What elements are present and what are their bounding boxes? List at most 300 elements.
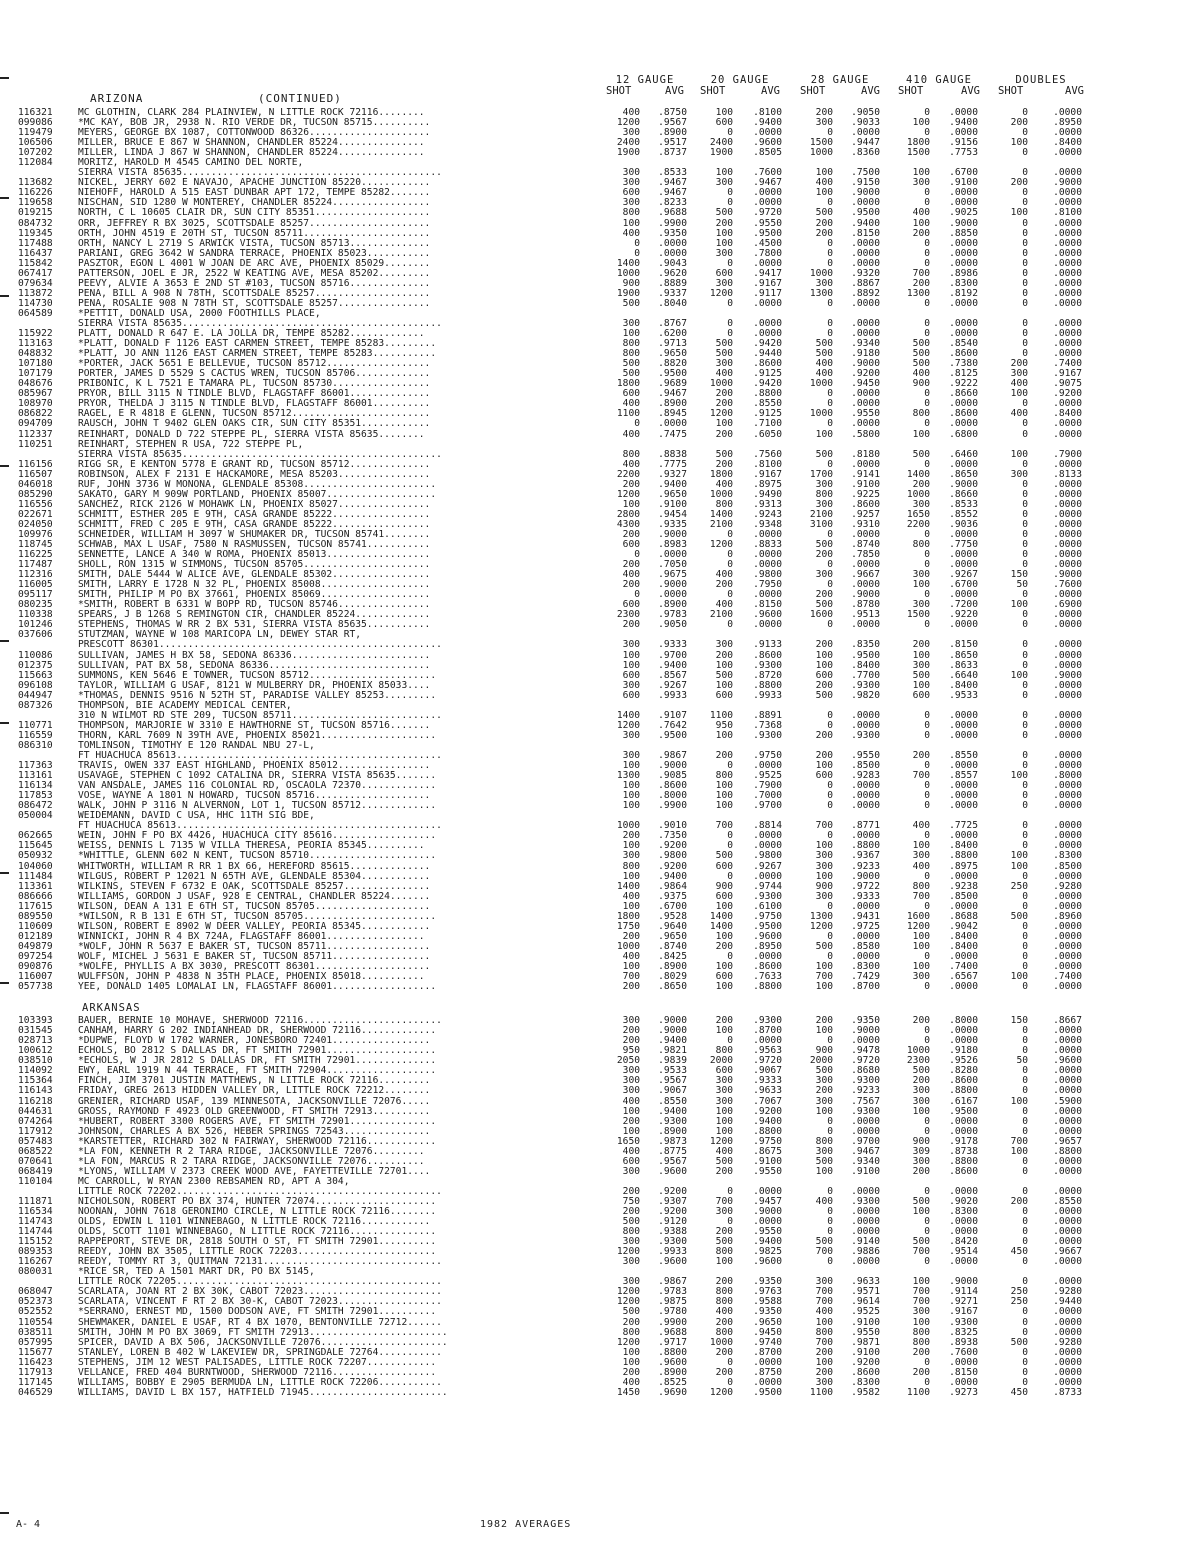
avg-doubles: .9440 [1053,1296,1082,1308]
shot-12: 900 [622,277,640,289]
member-id: 116556 [18,498,53,510]
shot-410: 100 [912,579,930,591]
avg-28: .9582 [851,1386,880,1398]
shot-20: 1000 [709,488,733,500]
avg-20: .7800 [753,247,782,259]
avg-28: .9550 [851,408,880,420]
shot-12: 600 [622,388,640,400]
shot-28: 1300 [809,910,833,922]
avg-28: .9300 [851,1105,880,1117]
member-name-address: ORTH, JOHN 4519 E 20TH ST, TUCSON 85711...................... [78,228,431,239]
shot-28: 1000 [809,147,833,159]
member-name-address: ECHOLS, BO 2812 S DALLAS DR, FT SMITH 72901................... [78,1046,437,1057]
avg-12: .0000 [658,418,687,430]
member-id: 090876 [18,960,53,972]
avg-12: .9200 [658,860,687,872]
avg-410: .0000 [949,1256,978,1268]
table-row [18,942,1188,952]
member-name-address: *ECHOLS, W J JR 2812 S DALLAS DR, FT SMITH 72901.............. [78,1056,437,1067]
avg-410: .0000 [949,1216,978,1228]
avg-28: .0000 [851,127,880,139]
avg-410: .9114 [949,1286,978,1298]
table-row [18,791,1188,801]
table-row [18,1026,1188,1036]
member-name-address: WEISS, DENNIS L 7135 W VILLA THERESA, PEORIA 85345.......... [78,841,425,852]
table-row [18,178,1188,188]
shot-12: 4300 [616,518,640,530]
shot-20: 800 [715,1045,733,1057]
member-name-address: THORN, KARL 7609 N 39TH AVE, PHOENIX 85021.................... [78,730,437,741]
shot-doubles: 0 [1022,127,1028,139]
shot-28: 300 [815,569,833,581]
member-name-address: *WHITTLE, GLENN 602 N KENT, TUCSON 85710...................... [78,851,437,862]
member-id: 110104 [18,1175,53,1187]
avg-12: .9675 [658,569,687,581]
shot-20: 100 [715,679,733,691]
member-name-address: PRYOR, THELDA J 3115 N TINDLE BLVD, FLAGSTAFF 86001.......... [78,399,431,410]
shot-20: 900 [715,880,733,892]
shot-12: 600 [622,1155,640,1167]
avg-410: .8938 [949,1336,978,1348]
avg-doubles: .0000 [1053,287,1082,299]
avg-doubles: .9167 [1053,368,1082,380]
shot-28: 1300 [809,287,833,299]
shot-doubles: 250 [1010,1296,1028,1308]
shot-28: 100 [815,649,833,661]
member-name-address: *LA FON, MARCUS R 2 TARA RIDGE, JACKSONVILLE 72076.......... [78,1156,425,1167]
shot-20: 400 [715,569,733,581]
avg-28: .5800 [851,428,880,440]
avg-20: .9750 [753,750,782,761]
avg-doubles: .0000 [1053,750,1082,761]
avg-410: .6640 [949,669,978,681]
member-name-address: 310 N WILMOT RD STE 209, TUCSON 85711.......................... [78,710,442,721]
shot-28: 0 [827,800,833,812]
avg-410: .9180 [949,1045,978,1057]
avg-20: .7368 [753,719,782,731]
member-name-address: SAKATO, GARY M 909W PORTLAND, PHOENIX 85007................... [78,489,437,500]
shot-doubles: 100 [1010,1145,1028,1157]
shot-12: 300 [622,1256,640,1268]
member-name-address: SCHMITT, FRED C 205 E 9TH, CASA GRANDE 85222................. [78,519,431,530]
avg-20: .0000 [753,1035,782,1047]
shot-410: 700 [912,267,930,279]
avg-20: .0000 [753,1356,782,1368]
shot-28: 0 [827,247,833,259]
avg-doubles: .0000 [1053,1075,1082,1087]
avg-28: .7700 [851,669,880,681]
avg-28: .9100 [851,1165,880,1177]
table-row [18,600,1188,610]
avg-20: .6100 [753,900,782,912]
avg-28: .9233 [851,1085,880,1097]
table-row [18,640,1188,650]
avg-20: .9350 [753,1306,782,1318]
shot-410: 100 [912,649,930,661]
table-row [18,289,1188,299]
shot-doubles: 0 [1022,508,1028,520]
shot-doubles: 0 [1022,227,1028,239]
avg-410: .8600 [949,1165,978,1177]
avg-12: .9350 [658,227,687,239]
table-row [18,701,1188,711]
shot-28: 1700 [809,468,833,480]
avg-410: .0000 [949,297,978,309]
avg-28: .8780 [851,599,880,611]
avg-20: .9067 [753,1065,782,1077]
avg-12: .9335 [658,518,687,530]
margin-mark [0,722,9,724]
member-name-address: TOMLINSON, TIMOTHY E 120 RANDAL NBU 27-L, [78,740,315,751]
avg-12: .8900 [658,1366,687,1378]
shot-20: 600 [715,971,733,983]
shot-410: 1300 [906,287,930,299]
shot-28: 0 [827,559,833,571]
avg-20: .7067 [753,1095,782,1107]
avg-doubles: .0000 [1053,1346,1082,1358]
avg-28: .7567 [851,1095,880,1107]
member-name-address: SCHNEIDER, WILLIAM H 3097 W SHUMAKER DR, TUCSON 85741........ [78,529,431,540]
avg-12: .9900 [658,217,687,229]
shot-28: 0 [827,790,833,802]
shot-28: 300 [815,860,833,872]
member-name-address: NORTH, C L 10605 CLAIR DR, SUN CITY 85351.................... [78,208,431,219]
avg-410: .7600 [949,1346,978,1358]
table-row [18,1318,1188,1328]
avg-28: .8180 [851,448,880,460]
avg-410: .0000 [949,619,978,631]
avg-12: .9307 [658,1195,687,1207]
shot-doubles: 0 [1022,1256,1028,1268]
member-name-address: REINHART, STEPHEN R USA, 722 STEPPE PL, [78,439,304,450]
shot-doubles: 0 [1022,1065,1028,1077]
avg-20: .0000 [753,619,782,631]
member-name-address: FRIDAY, GREG 2613 HIDDEN VALLEY DR, LITTLE ROCK 72212........ [78,1086,431,1097]
shot-410: 300 [912,971,930,983]
avg-12: .8040 [658,297,687,309]
member-name-address: SHEWMAKER, DANIEL E USAF, RT 4 BX 1070, BENTONVILLE 72712...... [78,1317,442,1328]
shot-12: 600 [622,599,640,611]
avg-doubles: .0000 [1053,277,1082,289]
avg-12: .9821 [658,1045,687,1057]
table-row [18,1046,1188,1056]
member-id: 110609 [18,920,53,932]
avg-410: .0000 [949,1376,978,1388]
avg-doubles: .0000 [1053,760,1082,772]
member-id: 114092 [18,1065,53,1077]
avg-12: .8533 [658,167,687,179]
member-name-address: REEDY, TOMMY RT 3, QUITMAN 72131............................... [78,1257,442,1268]
shot-410: 1000 [906,488,930,500]
shot-doubles: 0 [1022,1105,1028,1117]
member-id: 116267 [18,1256,53,1268]
avg-12: .9000 [658,760,687,772]
avg-28: .9467 [851,1145,880,1157]
avg-doubles: .0000 [1053,518,1082,530]
shot-20: 100 [715,780,733,792]
member-name-address: *PORTER, JACK 5651 E BELLEVUE, TUCSON 85712.................. [78,359,431,370]
shooter-listing [18,108,1188,1398]
avg-20: .8100 [753,107,782,118]
avg-12: .8525 [658,1376,687,1388]
member-name-address: GRENIER, RICHARD USAF, 139 MINNESOTA, JACKSONVILLE 72076..... [78,1096,431,1107]
member-name-address: PATTERSON, JOEL E JR, 2522 W KEATING AVE, MESA 85202......... [78,268,431,279]
member-name-address: NIEHOFF, HAROLD A 515 EAST DUNBAR APT 172, TEMPE 85282....... [78,188,431,199]
margin-mark [0,295,9,297]
avg-410: .0000 [949,328,978,340]
shot-12: 1450 [616,1386,640,1398]
avg-28: .9257 [851,508,880,520]
avg-12: .9700 [658,649,687,661]
shot-410: 0 [924,328,930,340]
table-row [18,500,1188,510]
avg-28: .0000 [851,709,880,721]
shot-doubles: 0 [1022,338,1028,350]
shot-20: 1200 [709,408,733,420]
shot-28: 200 [815,679,833,691]
shot-12: 200 [622,830,640,842]
avg-doubles: .0000 [1053,1256,1082,1268]
member-id: 084732 [18,217,53,229]
table-row [18,831,1188,841]
shot-20: 0 [727,528,733,540]
avg-410: .6700 [949,167,978,179]
avg-doubles: .8100 [1053,207,1082,219]
shot-12: 1400 [616,709,640,721]
avg-12: .9300 [658,1236,687,1248]
member-name-address: SMITH, LARRY E 1728 N 32 PL, PHOENIX 85008................... [78,580,431,591]
shot-28: 300 [815,1145,833,1157]
margin-mark [0,465,9,467]
member-name-address: *PETTIT, DONALD USA, 2000 FOOTHILLS PLACE, [78,308,321,319]
member-id: 116559 [18,729,53,741]
shot-410: 1100 [906,1386,930,1398]
table-row [18,1307,1188,1317]
member-name-address: FINCH, JIM 3701 JUSTIN MATTHEWS, N LITTLE ROCK 72116......... [78,1076,431,1087]
avg-410: .8325 [949,1326,978,1338]
shot-20: 1900 [709,147,733,159]
avg-12: .9567 [658,1075,687,1087]
shot-28: 200 [815,1346,833,1358]
avg-doubles: .0000 [1053,247,1082,259]
shot-410: 300 [912,850,930,862]
avg-20: .0000 [753,187,782,199]
shot-410: 300 [912,569,930,581]
shot-20: 0 [727,870,733,882]
shot-20: 1000 [709,378,733,390]
avg-28: .0000 [851,930,880,942]
avg-12: .9000 [658,1015,687,1027]
shot-12: 300 [622,1065,640,1077]
table-row [18,1197,1188,1207]
avg-doubles: .0000 [1053,981,1082,993]
shot-doubles: 0 [1022,267,1028,279]
shot-28: 200 [815,1015,833,1027]
shot-12: 100 [622,870,640,882]
avg-20: .7560 [753,448,782,460]
shot-410: 0 [924,237,930,249]
shot-410: 200 [912,1015,930,1027]
avg-12: .9783 [658,609,687,621]
member-name-address: PRESCOTT 86301................................................. [78,640,442,651]
member-name-address: SULLIVAN, JAMES H BX 58, SEDONA 86336........................ [78,650,431,661]
shot-12: 2800 [616,508,640,520]
avg-doubles: .0000 [1053,297,1082,309]
shot-410: 600 [912,689,930,701]
shot-410: 0 [924,589,930,601]
shot-410: 800 [912,1326,930,1338]
avg-doubles: .0000 [1053,1125,1082,1137]
shot-20: 1200 [709,1135,733,1147]
member-name-address: REINHART, DONALD D 722 STEPPE PL, SIERRA VISTA 85635........ [78,429,425,440]
avg-28: .8400 [851,659,880,671]
shot-410: 0 [924,1226,930,1238]
shot-20: 2100 [709,609,733,621]
shot-410: 0 [924,1115,930,1127]
avg-20: .9700 [753,800,782,812]
shot-12: 1100 [616,408,640,420]
shot-doubles: 0 [1022,518,1028,530]
shot-12: 800 [622,1226,640,1238]
shot-12: 200 [622,1316,640,1328]
avg-28: .9000 [851,589,880,601]
avg-12: .9375 [658,890,687,902]
shot-28: 100 [815,1356,833,1368]
member-name-address: TAYLOR, WILLIAM G USAF, 8121 W MULBERRY DR, PHOENIX 85033.... [78,680,431,691]
avg-doubles: .9280 [1053,1286,1082,1298]
member-name-address: WHITWORTH, WILLIAM R RR 1 BX 66, HEREFORD 85615.............. [78,861,431,872]
shot-doubles: 0 [1022,328,1028,340]
shot-12: 100 [622,217,640,229]
avg-20: .0000 [753,127,782,139]
member-id: 110338 [18,609,53,621]
table-row [18,520,1188,530]
table-row [18,691,1188,701]
shot-28: 500 [815,539,833,551]
shot-28: 1200 [809,920,833,932]
avg-410: .0000 [949,981,978,993]
avg-doubles: .0000 [1053,549,1082,561]
member-id: 044947 [18,689,53,701]
table-row [18,952,1188,962]
shot-20: 100 [715,981,733,993]
shot-doubles: 0 [1022,1306,1028,1318]
table-row [18,540,1188,550]
avg-doubles: .0000 [1053,609,1082,621]
avg-410: .8975 [949,860,978,872]
avg-12: .9327 [658,468,687,480]
arkansas-rows [18,1016,1188,1398]
avg-20: .9300 [753,1015,782,1027]
shot-doubles: 0 [1022,1125,1028,1137]
shot-20: 0 [727,297,733,309]
member-id: 117488 [18,237,53,249]
avg-doubles: .9075 [1053,378,1082,390]
avg-28: .0000 [851,719,880,731]
avg-28: .8680 [851,1065,880,1077]
avg-doubles: .8400 [1053,137,1082,149]
shot-doubles: 0 [1022,317,1028,329]
shot-12: 0 [634,247,640,259]
avg-410: .8000 [949,1015,978,1027]
member-name-address: WINNICKI, JOHN R 4 BX 724A, FLAGSTAFF 86001................. [78,931,425,942]
avg-doubles: .8500 [1053,860,1082,872]
member-id: 117913 [18,1366,53,1378]
shot-28: 0 [827,930,833,942]
avg-doubles: .0000 [1053,508,1082,520]
avg-doubles: .7400 [1053,358,1082,370]
shot-28: 0 [827,127,833,139]
avg-20: .7600 [753,167,782,179]
shot-28: 300 [815,117,833,129]
avg-12: .7642 [658,719,687,731]
shot-28: 0 [827,830,833,842]
shot-20: 300 [715,247,733,259]
avg-410: .9526 [949,1055,978,1067]
shot-20: 0 [727,589,733,601]
avg-12: .9873 [658,1135,687,1147]
avg-20: .8800 [753,1125,782,1137]
shot-28: 200 [815,729,833,741]
shot-doubles: 0 [1022,1085,1028,1097]
shot-410: 700 [912,1286,930,1298]
shot-410: 500 [912,448,930,460]
avg-20: .0000 [753,528,782,540]
avg-20: .9588 [753,1296,782,1308]
shot-28: 300 [815,498,833,510]
avg-12: .9533 [658,1065,687,1077]
avg-410: .0000 [949,1356,978,1368]
avg-12: .9467 [658,187,687,199]
shot-doubles: 0 [1022,679,1028,691]
table-row [18,1107,1188,1117]
table-row [18,219,1188,229]
avg-20: .9267 [753,860,782,872]
shot-12: 1800 [616,378,640,390]
avg-20: .8975 [753,478,782,490]
avg-28: .9500 [851,207,880,219]
table-row [18,1157,1188,1167]
avg-410: .8850 [949,227,978,239]
avg-doubles: .0000 [1053,328,1082,340]
shot-28: 0 [827,328,833,340]
member-id: 094709 [18,418,53,430]
shot-20: 300 [715,1085,733,1097]
avg-doubles: .0000 [1053,719,1082,731]
avg-28: .9000 [851,1025,880,1037]
avg-12: .7350 [658,830,687,842]
avg-20: .7900 [753,780,782,792]
shot-12: 1400 [616,880,640,892]
shot-28: 300 [815,1376,833,1388]
avg-410: .8688 [949,910,978,922]
member-id: 115677 [18,1346,53,1358]
avg-20: .7100 [753,418,782,430]
avg-410: .9220 [949,609,978,621]
shot-20: 100 [715,659,733,671]
shot-28: 100 [815,659,833,671]
shot-410: 200 [912,1075,930,1087]
shot-12: 950 [622,1045,640,1057]
avg-20: .7000 [753,790,782,802]
member-id: 113872 [18,287,53,299]
shot-28: 500 [815,689,833,701]
shot-28: 500 [815,338,833,350]
shot-28: 100 [815,1165,833,1177]
shot-410: 0 [924,1185,930,1197]
shot-28: 0 [827,398,833,410]
shot-410: 200 [912,1165,930,1177]
